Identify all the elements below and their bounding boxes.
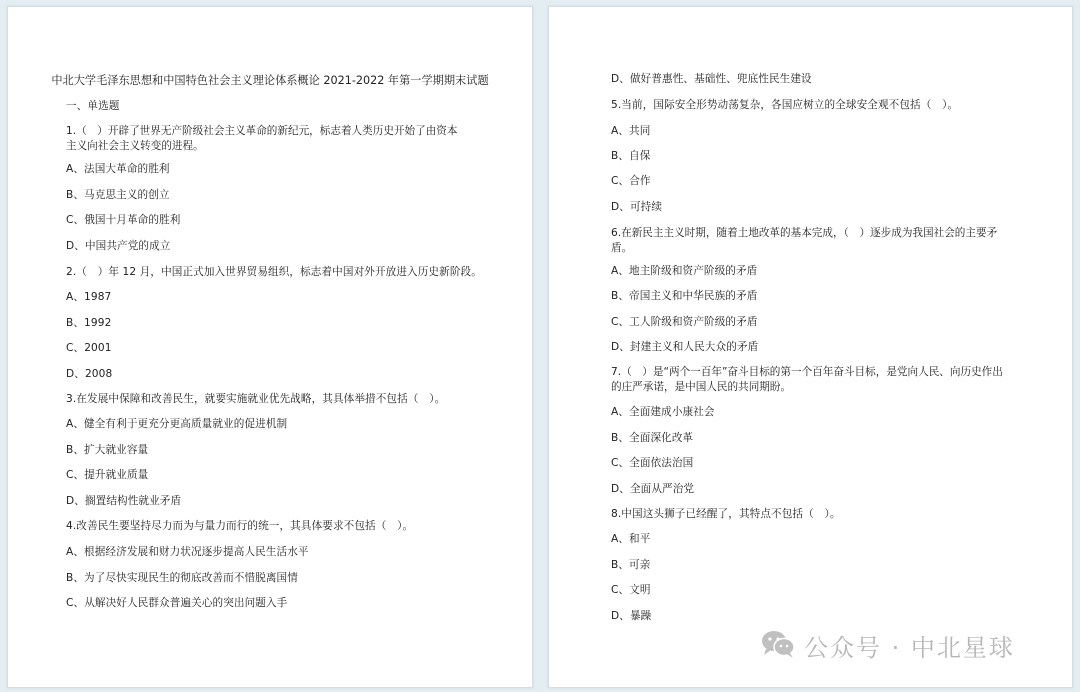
option-8d: D、暴躁 [611, 610, 652, 622]
option-4d: D、做好普惠性、基础性、兜底性民生建设 [611, 73, 812, 85]
question-8: 8.中国这头狮子已经醒了，其特点不包括（ ）。 [611, 508, 841, 520]
question-2: 2.（ ）年 12 月，中国正式加入世界贸易组织，标志着中国对外开放进入历史新阶段。 [66, 266, 482, 278]
question-4: 4.改善民生要坚持尽力而为与量力而行的统一，其具体要求不包括（ ）。 [66, 520, 414, 532]
question-6: 6.在新民主主义时期，随着土地改革的基本完成，（ ）逐步成为我国社会的主要矛盾。 [611, 227, 998, 254]
option-7d: D、全面从严治党 [611, 483, 695, 495]
option-3b: B、扩大就业容量 [66, 444, 149, 456]
option-4b: B、为了尽快实现民生的彻底改善而不惜脱离国情 [66, 572, 298, 584]
option-1d: D、中国共产党的成立 [66, 240, 171, 252]
option-2c: C、2001 [66, 342, 112, 354]
option-8b: B、可亲 [611, 559, 651, 571]
exam-page-left [7, 6, 533, 688]
option-5d: D、可持续 [611, 201, 663, 213]
option-3c: C、提升就业质量 [66, 469, 149, 481]
wechat-icon [760, 629, 796, 663]
watermark [760, 628, 1015, 663]
watermark-text: 公众号 · 中北星球 [804, 634, 1015, 662]
option-1c: C、俄国十月革命的胜利 [66, 214, 181, 226]
question-5: 5.当前，国际安全形势动荡复杂，各国应树立的全球安全观不包括（ ）。 [611, 99, 959, 111]
exam-page-right [548, 6, 1073, 688]
option-2d: D、2008 [66, 368, 113, 380]
option-5c: C、合作 [611, 175, 651, 187]
option-4c: C、从解决好人民群众普遍关心的突出问题入手 [66, 597, 288, 609]
option-6d: D、封建主义和人民大众的矛盾 [611, 341, 759, 353]
option-3d: D、搁置结构性就业矛盾 [66, 495, 182, 507]
option-7c: C、全面依法治国 [611, 457, 694, 469]
option-8c: C、文明 [611, 584, 651, 596]
option-6c: C、工人阶级和资产阶级的矛盾 [611, 316, 758, 328]
section-heading: 一、单选题 [66, 100, 120, 112]
option-5b: B、自保 [611, 150, 651, 162]
option-1a: A、法国大革命的胜利 [66, 163, 170, 175]
option-6b: B、帝国主义和中华民族的矛盾 [611, 290, 758, 302]
exam-title: 中北大学毛泽东思想和中国特色社会主义理论体系概论 2021-2022 年第一学期期末试题 [51, 74, 489, 87]
option-3a: A、健全有利于更充分更高质量就业的促进机制 [66, 418, 288, 430]
question-3: 3.在发展中保障和改善民生，就要实施就业优先战略，其具体举措不包括（ ）。 [66, 393, 446, 405]
question-1: 1.（ ）开辟了世界无产阶级社会主义革命的新纪元，标志着人类历史开始了由资本主义向社会主义转变的进程。 [66, 125, 458, 152]
option-1b: B、马克思主义的创立 [66, 189, 170, 201]
option-4a: A、根据经济发展和财力状况逐步提高人民生活水平 [66, 546, 309, 558]
option-7b: B、全面深化改革 [611, 432, 694, 444]
question-7: 7.（ ）是“两个一百年”奋斗目标的第一个百年奋斗目标，是党向人民、向历史作出的庄严承诺，是中国人民的共同期盼。 [611, 366, 1003, 393]
option-2a: A、1987 [66, 291, 112, 303]
option-6a: A、地主阶级和资产阶级的矛盾 [611, 265, 758, 277]
option-5a: A、共同 [611, 125, 651, 137]
option-2b: B、1992 [66, 317, 112, 329]
option-8a: A、和平 [611, 533, 651, 545]
option-7a: A、全面建成小康社会 [611, 406, 715, 418]
